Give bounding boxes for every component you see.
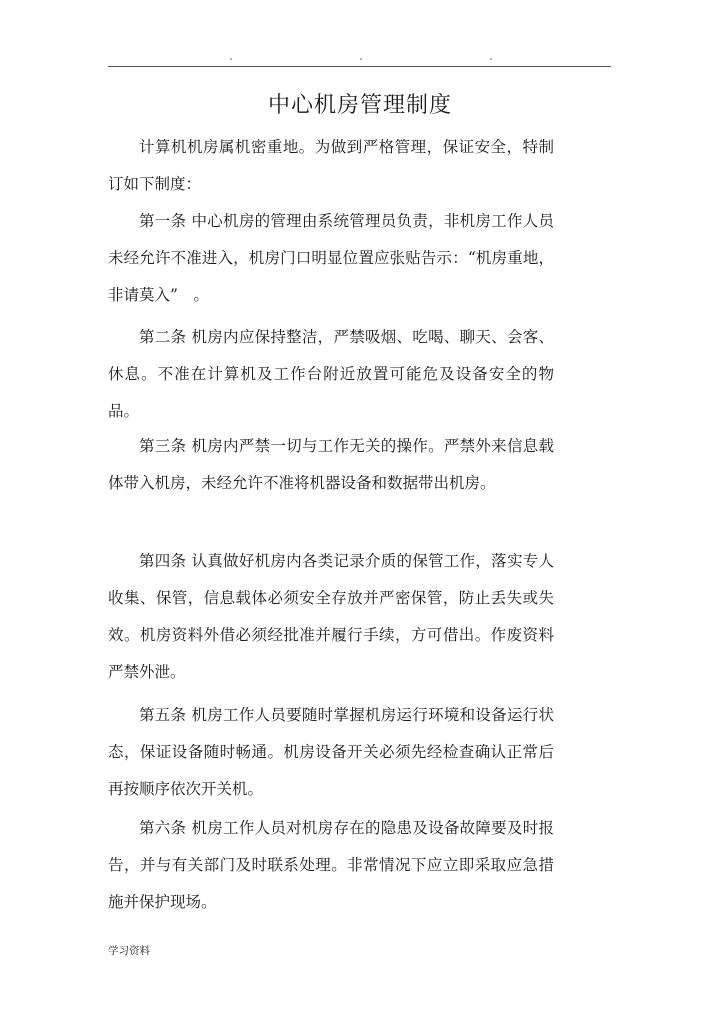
article-3-paragraph: 第三条 机房内严禁一切与工作无关的操作。严禁外来信息载体带入机房，未经允许不准将机器设备和数据带出机房。 [108, 437, 554, 492]
article-2-paragraph: 第二条 机房内应保持整洁，严禁吸烟、吃喝、聊天、会客、休息。不准在计算机及工作台附近放置可能危及设备安全的物品。 [108, 328, 554, 420]
header-dot [360, 58, 362, 60]
footer-label: 学习资料 [108, 945, 150, 957]
article-6-paragraph: 第六条 机房工作人员对机房存在的隐患及设备故障要及时报告，并与有关部门及时联系处理。非常情况下应立即采取应急措施并保护现场。 [108, 819, 554, 911]
article-4-paragraph: 第四条 认真做好机房内各类记录介质的保管工作，落实专人收集、保管，信息载体必须安全存放并严密保管，防止丢失或失效。机房资料外借必须经批准并履行手续，方可借出。作废资料严禁外泄。 [108, 552, 554, 681]
header-dot [490, 58, 492, 60]
header-rule [108, 66, 611, 67]
intro-paragraph: 计算机机房属机密重地。为做到严格管理，保证安全，特制订如下制度： [108, 138, 554, 193]
article-1-paragraph: 第一条 中心机房的管理由系统管理员负责，非机房工作人员未经允许不准进入，机房门口明显位置应张贴告示：“机房重地，非请莫入” 。 [108, 212, 554, 304]
page-title: 中心机房管理制度 [267, 93, 452, 118]
header-dot [230, 58, 232, 60]
article-5-paragraph: 第五条 机房工作人员要随时掌握机房运行环境和设备运行状态，保证设备随时畅通。机房设备开关必须先经检查确认正常后再按顺序依次开关机。 [108, 706, 554, 798]
